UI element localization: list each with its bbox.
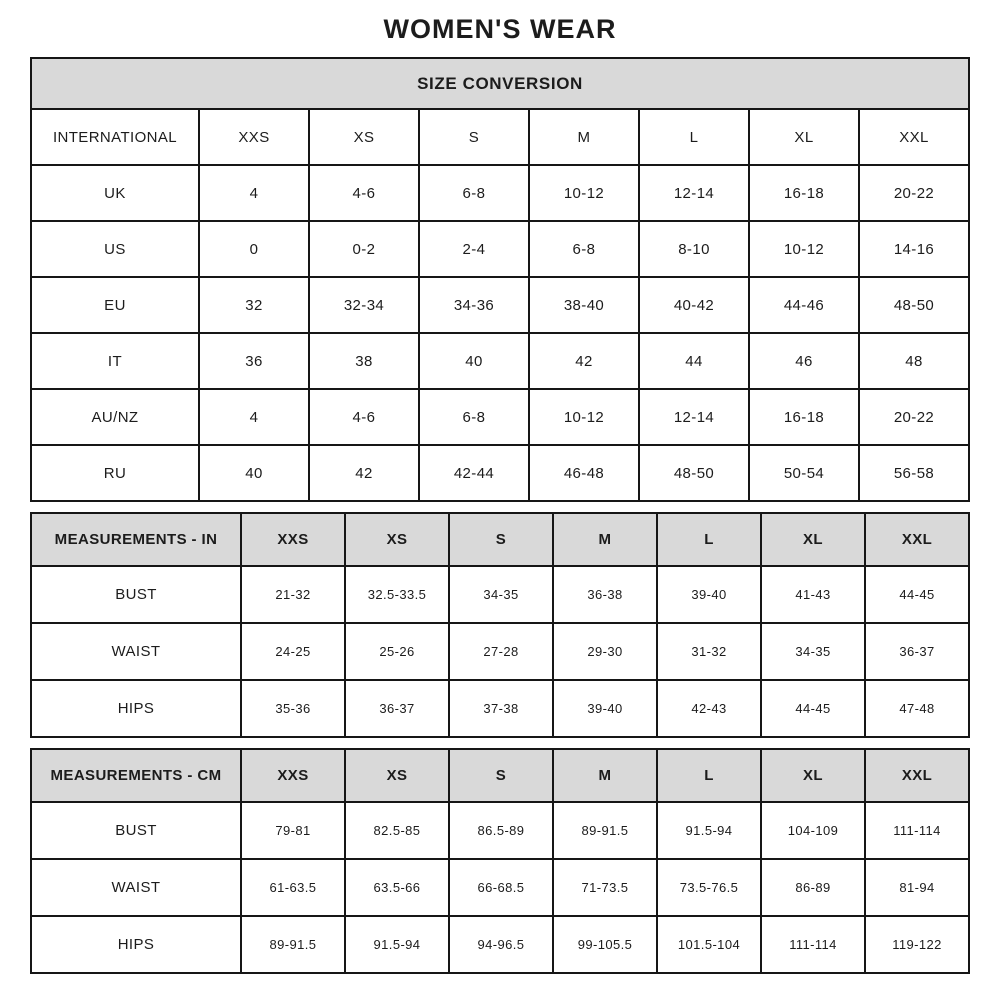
size-column-header: XL (761, 513, 865, 566)
size-value-cell: 91.5-94 (657, 802, 761, 859)
size-value-cell: 12-14 (639, 165, 749, 221)
size-value-cell: 20-22 (859, 389, 969, 445)
row-label: US (31, 221, 199, 277)
table-row (31, 623, 969, 680)
size-value-cell: 32-34 (309, 277, 419, 333)
size-value-cell: 73.5-76.5 (657, 859, 761, 916)
size-column-header: XXS (199, 109, 309, 165)
row-label: AU/NZ (31, 389, 199, 445)
size-column-header: XL (749, 109, 859, 165)
measurements-in-table (30, 512, 970, 738)
size-value-cell: 99-105.5 (553, 916, 657, 973)
measurements-cm-table (30, 748, 970, 974)
size-value-cell: 31-32 (657, 623, 761, 680)
size-value-cell: 82.5-85 (345, 802, 449, 859)
row-label: UK (31, 165, 199, 221)
size-column-header: M (553, 513, 657, 566)
size-value-cell: 20-22 (859, 165, 969, 221)
row-label: BUST (31, 566, 241, 623)
row-label: WAIST (31, 623, 241, 680)
table-row (31, 802, 969, 859)
size-column-header: XXL (865, 749, 969, 802)
table-row (31, 277, 969, 333)
size-value-cell: 46 (749, 333, 859, 389)
size-value-cell: 42 (309, 445, 419, 501)
size-value-cell: 16-18 (749, 389, 859, 445)
table-band-title: SIZE CONVERSION (31, 58, 969, 109)
size-value-cell: 6-8 (419, 389, 529, 445)
row-header-column-title: MEASUREMENTS - CM (31, 749, 241, 802)
size-value-cell: 44-46 (749, 277, 859, 333)
size-value-cell: 6-8 (529, 221, 639, 277)
size-value-cell: 10-12 (749, 221, 859, 277)
table-row (31, 221, 969, 277)
size-value-cell: 47-48 (865, 680, 969, 737)
size-value-cell: 10-12 (529, 165, 639, 221)
size-value-cell: 101.5-104 (657, 916, 761, 973)
size-value-cell: 104-109 (761, 802, 865, 859)
size-value-cell: 42-43 (657, 680, 761, 737)
row-label: EU (31, 277, 199, 333)
size-value-cell: 27-28 (449, 623, 553, 680)
size-value-cell: 36-37 (345, 680, 449, 737)
table-row (31, 916, 969, 973)
size-value-cell: 63.5-66 (345, 859, 449, 916)
size-value-cell: 38 (309, 333, 419, 389)
size-value-cell: 119-122 (865, 916, 969, 973)
size-value-cell: 48-50 (639, 445, 749, 501)
size-value-cell: 4-6 (309, 165, 419, 221)
size-value-cell: 44 (639, 333, 749, 389)
table-row (31, 445, 969, 501)
size-value-cell: 44-45 (761, 680, 865, 737)
size-value-cell: 0-2 (309, 221, 419, 277)
size-column-header: XXL (859, 109, 969, 165)
row-label: HIPS (31, 916, 241, 973)
size-column-header: S (419, 109, 529, 165)
size-value-cell: 42-44 (419, 445, 529, 501)
size-value-cell: 40-42 (639, 277, 749, 333)
size-value-cell: 34-35 (449, 566, 553, 623)
size-value-cell: 39-40 (657, 566, 761, 623)
size-column-header: S (449, 749, 553, 802)
size-value-cell: 4 (199, 165, 309, 221)
size-value-cell: 35-36 (241, 680, 345, 737)
size-value-cell: 40 (199, 445, 309, 501)
size-column-header: XXS (241, 513, 345, 566)
row-label: RU (31, 445, 199, 501)
size-value-cell: 56-58 (859, 445, 969, 501)
row-label: BUST (31, 802, 241, 859)
size-value-cell: 38-40 (529, 277, 639, 333)
size-value-cell: 12-14 (639, 389, 749, 445)
column-header-row (31, 513, 969, 566)
size-value-cell: 16-18 (749, 165, 859, 221)
size-value-cell: 111-114 (761, 916, 865, 973)
size-value-cell: 111-114 (865, 802, 969, 859)
size-column-header: L (657, 513, 761, 566)
table-band-row (31, 58, 969, 109)
size-value-cell: 37-38 (449, 680, 553, 737)
size-value-cell: 44-45 (865, 566, 969, 623)
size-column-header: XS (345, 513, 449, 566)
row-label: HIPS (31, 680, 241, 737)
size-value-cell: 36-38 (553, 566, 657, 623)
size-value-cell: 25-26 (345, 623, 449, 680)
row-label: WAIST (31, 859, 241, 916)
size-value-cell: 34-35 (761, 623, 865, 680)
size-value-cell: 36 (199, 333, 309, 389)
size-value-cell: 40 (419, 333, 529, 389)
size-value-cell: 48 (859, 333, 969, 389)
size-conversion-table (30, 57, 970, 502)
size-value-cell: 89-91.5 (553, 802, 657, 859)
size-value-cell: 10-12 (529, 389, 639, 445)
size-value-cell: 48-50 (859, 277, 969, 333)
size-value-cell: 66-68.5 (449, 859, 553, 916)
size-column-header: M (553, 749, 657, 802)
size-value-cell: 89-91.5 (241, 916, 345, 973)
size-value-cell: 36-37 (865, 623, 969, 680)
row-label: IT (31, 333, 199, 389)
size-value-cell: 32.5-33.5 (345, 566, 449, 623)
size-column-header: XS (345, 749, 449, 802)
size-value-cell: 21-32 (241, 566, 345, 623)
size-value-cell: 61-63.5 (241, 859, 345, 916)
size-value-cell: 32 (199, 277, 309, 333)
size-column-header: XL (761, 749, 865, 802)
size-value-cell: 14-16 (859, 221, 969, 277)
size-value-cell: 39-40 (553, 680, 657, 737)
size-value-cell: 2-4 (419, 221, 529, 277)
size-value-cell: 91.5-94 (345, 916, 449, 973)
column-header-row (31, 749, 969, 802)
size-value-cell: 94-96.5 (449, 916, 553, 973)
page-title: WOMEN'S WEAR (383, 14, 617, 44)
size-value-cell: 41-43 (761, 566, 865, 623)
row-header-column-title: INTERNATIONAL (31, 109, 199, 165)
column-header-row (31, 109, 969, 165)
size-value-cell: 29-30 (553, 623, 657, 680)
size-value-cell: 46-48 (529, 445, 639, 501)
size-value-cell: 42 (529, 333, 639, 389)
size-value-cell: 4 (199, 389, 309, 445)
size-value-cell: 0 (199, 221, 309, 277)
size-column-header: XXL (865, 513, 969, 566)
size-column-header: S (449, 513, 553, 566)
size-value-cell: 34-36 (419, 277, 529, 333)
table-row (31, 566, 969, 623)
size-value-cell: 6-8 (419, 165, 529, 221)
size-value-cell: 24-25 (241, 623, 345, 680)
size-column-header: L (639, 109, 749, 165)
size-value-cell: 8-10 (639, 221, 749, 277)
size-value-cell: 50-54 (749, 445, 859, 501)
size-column-header: M (529, 109, 639, 165)
size-value-cell: 86-89 (761, 859, 865, 916)
table-row (31, 165, 969, 221)
size-value-cell: 4-6 (309, 389, 419, 445)
size-value-cell: 79-81 (241, 802, 345, 859)
table-row (31, 680, 969, 737)
size-value-cell: 86.5-89 (449, 802, 553, 859)
size-value-cell: 81-94 (865, 859, 969, 916)
table-row (31, 859, 969, 916)
size-column-header: XS (309, 109, 419, 165)
row-header-column-title: MEASUREMENTS - IN (31, 513, 241, 566)
size-value-cell: 71-73.5 (553, 859, 657, 916)
table-row (31, 333, 969, 389)
size-column-header: L (657, 749, 761, 802)
table-row (31, 389, 969, 445)
size-column-header: XXS (241, 749, 345, 802)
